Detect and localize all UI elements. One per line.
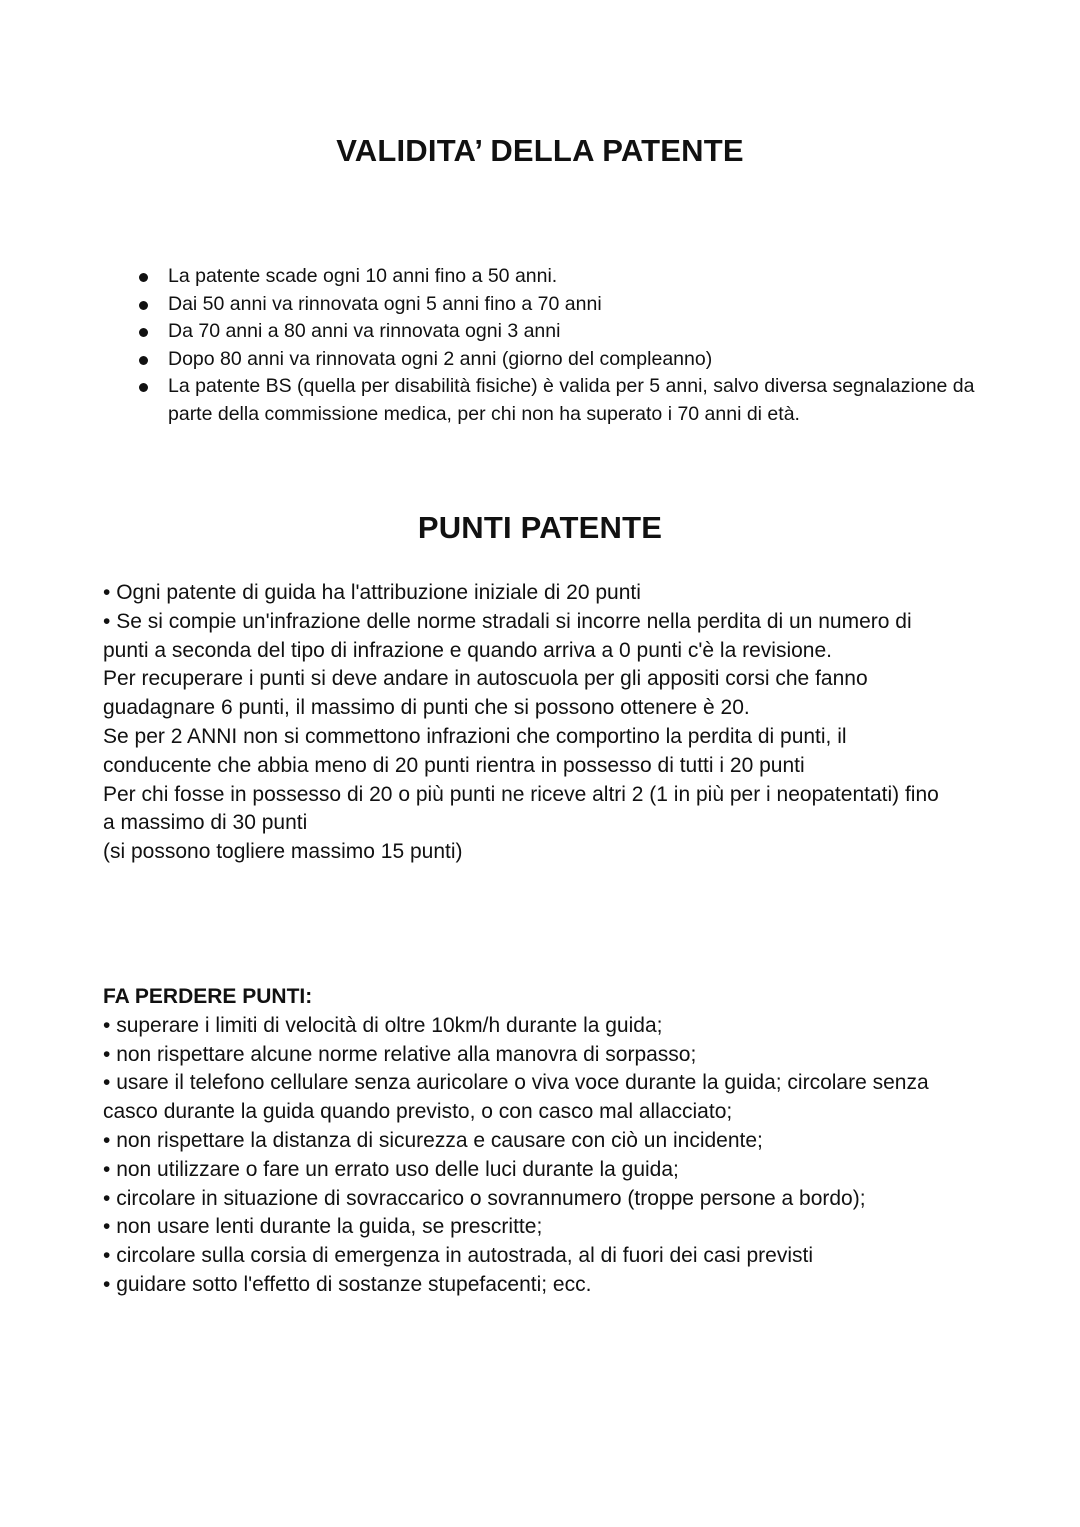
text-line: punti a seconda del tipo di infrazione e quando arriva a 0 punti c'è la revisione.	[103, 638, 832, 662]
list-item	[168, 346, 998, 374]
bullet-line: • circolare in situazione di sovraccarico o sovrannumero (troppe persone a bordo);	[103, 1185, 983, 1214]
text-line: Per chi fosse in possesso di 20 o più punti ne riceve altri 2 (1 in più per i neopatentati) fino	[103, 782, 939, 806]
list-item-text: Dai 50 anni va rinnovata ogni 5 anni fino a 70 anni	[168, 292, 602, 315]
bullet-icon	[139, 383, 148, 392]
list-item-text: Da 70 anni a 80 anni va rinnovata ogni 3 anni	[168, 320, 561, 343]
punti-paragraph	[103, 579, 983, 867]
bullet-line: • non rispettare alcune norme relative alla manovra di sorpasso;	[103, 1041, 983, 1070]
list-item	[168, 373, 998, 428]
text-line: conducente che abbia meno di 20 punti rientra in possesso di tutti i 20 punti	[103, 753, 805, 777]
bullet-line: • circolare sulla corsia di emergenza in autostrada, al di fuori dei casi previsti	[103, 1242, 983, 1271]
bullet-line: • guidare sotto l'effetto di sostanze stupefacenti; ecc.	[103, 1271, 983, 1300]
list-item-text-continued: parte della commissione medica, per chi non ha superato i 70 anni di età.	[168, 402, 800, 425]
text-line: a massimo di 30 punti	[103, 811, 308, 835]
bullet-line: • Se si compie un'infrazione delle norme stradali si incorre nella perdita di un numero di	[103, 608, 983, 637]
bullet-line: • Ogni patente di guida ha l'attribuzione iniziale di 20 punti	[103, 579, 983, 608]
validita-title: VALIDITA’ DELLA PATENTE	[336, 133, 744, 168]
validita-list	[168, 263, 998, 429]
list-item-text: Dopo 80 anni va rinnovata ogni 2 anni (giorno del compleanno)	[168, 347, 713, 370]
text-line: (si possono togliere massimo 15 punti)	[103, 840, 463, 864]
bullet-icon	[139, 328, 148, 337]
text-line: Per recuperare i punti si deve andare in autoscuola per gli appositi corsi che fanno	[103, 667, 868, 691]
list-item	[168, 291, 998, 319]
bullet-icon	[139, 301, 148, 310]
list-item-text: La patente scade ogni 10 anni fino a 50 anni.	[168, 265, 558, 287]
perdere-punti-section	[103, 983, 983, 1300]
perdere-heading: FA PERDERE PUNTI:	[103, 985, 313, 1008]
bullet-line: • superare i limiti di velocità di oltre 10km/h durante la guida;	[103, 1012, 983, 1041]
bullet-line: • non usare lenti durante la guida, se prescritte;	[103, 1213, 983, 1242]
punti-title: PUNTI PATENTE	[417, 510, 663, 545]
text-line: Se per 2 ANNI non si commettono infrazioni che comportino la perdita di punti, il	[103, 724, 847, 748]
bullet-icon	[139, 273, 148, 282]
list-item-text: La patente BS (quella per disabilità fisiche) è valida per 5 anni, salvo diversa segnalazione da	[168, 375, 975, 398]
bullet-line: • usare il telefono cellulare senza auricolare o viva voce durante la guida; circolare senza	[103, 1069, 983, 1098]
bullet-icon	[139, 356, 148, 365]
bullet-line: • non utilizzare o fare un errato uso delle luci durante la guida;	[103, 1156, 983, 1185]
list-item	[168, 263, 998, 291]
text-line: guadagnare 6 punti, il massimo di punti che si possono ottenere è 20.	[103, 696, 750, 720]
bullet-line: • non rispettare la distanza di sicurezza e causare con ciò un incidente;	[103, 1127, 983, 1156]
text-line: casco durante la guida quando previsto, o con casco mal allacciato;	[103, 1100, 733, 1124]
list-item	[168, 318, 998, 346]
